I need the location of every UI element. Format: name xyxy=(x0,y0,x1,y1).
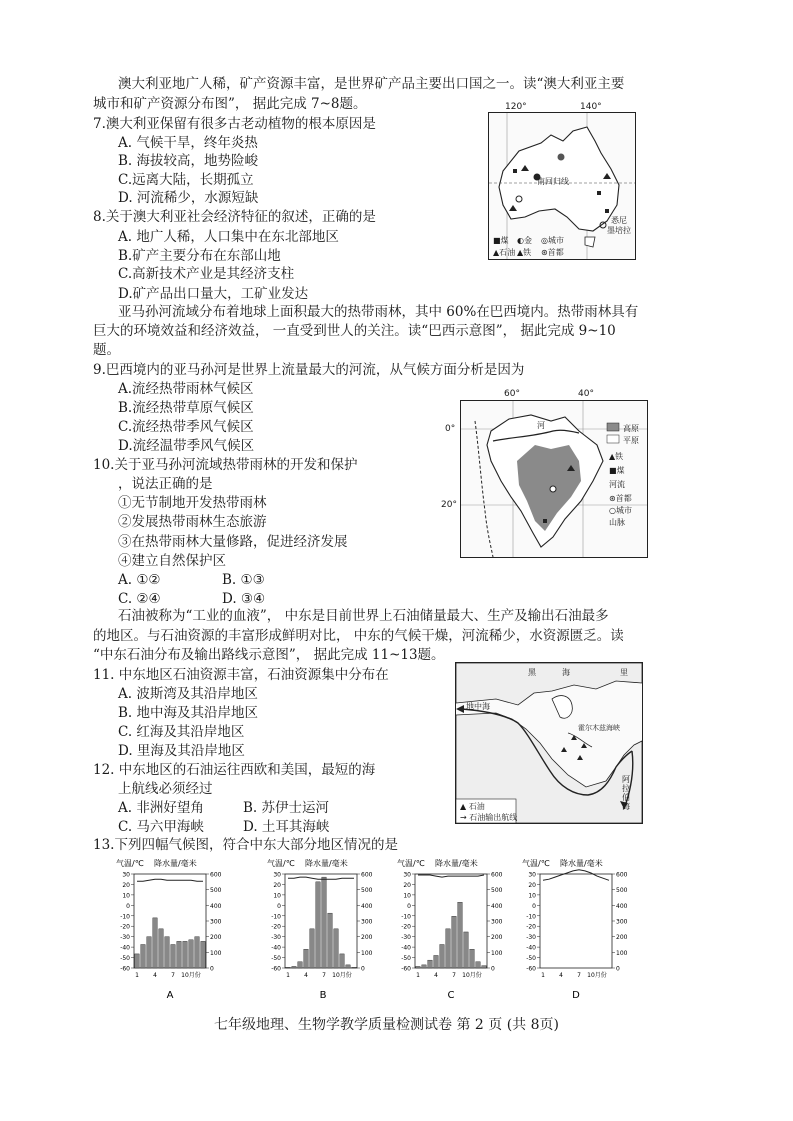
temp-line xyxy=(137,879,203,881)
legend-iron: ▲铁 xyxy=(609,452,624,461)
q9-option-c: C.流经热带季风气候区 xyxy=(118,419,254,435)
legend-plateau-box xyxy=(607,423,619,431)
tasmania-outline xyxy=(585,237,595,247)
precip-tick-label: 600 xyxy=(616,871,628,879)
climate-charts xyxy=(110,856,790,1016)
intro2-line1: 亚马孙河流域分布着地球上面积最大的热带雨林，其中 60%在巴西境内。热带雨林具有 xyxy=(118,304,639,320)
middle-east-map-svg xyxy=(456,663,642,823)
q12-option-a: A. 非洲好望角 xyxy=(118,800,204,816)
precip-tick-label: 300 xyxy=(491,918,503,926)
precip-tick-label: 500 xyxy=(361,887,373,895)
precip-bar xyxy=(147,937,151,968)
br-lat-0: 0° xyxy=(445,424,456,434)
precip-bar xyxy=(482,966,486,968)
month-tick-label: 4 xyxy=(434,972,438,979)
caspian-label: 里 xyxy=(620,668,628,677)
precip-tick-label: 400 xyxy=(491,902,503,910)
month-tick-label: 1 xyxy=(135,972,139,979)
q7-option-a: A. 气候干旱，终年炎热 xyxy=(118,135,258,151)
temp-tick-label: 30 xyxy=(403,871,411,879)
river-label: 河 xyxy=(537,421,545,430)
precip-bar xyxy=(141,945,145,969)
hormuz-label: 霍尔木兹海峡 xyxy=(578,724,620,732)
q12-option-d: D. 土耳其海峡 xyxy=(243,819,330,835)
precip-tick-label: 400 xyxy=(616,902,628,910)
br-lon-40: 40° xyxy=(578,389,594,399)
q8-option-a: A. 地广人稀，人口集中在东北部地区 xyxy=(118,229,339,245)
sydney-label: 悉尼 xyxy=(611,216,627,225)
intro3-line1: 石油被称为“工业的血液”， 中东是目前世界上石油储量最大、生产及输出石油最多 xyxy=(118,608,609,624)
precip-bar xyxy=(346,965,350,968)
month-tick-label: 4 xyxy=(559,972,563,979)
middle-east-map xyxy=(455,662,643,824)
q11-stem: 11. 中东地区石油资源丰富，石油资源集中分布在 xyxy=(93,667,389,683)
q12-option-b: B. 苏伊士运河 xyxy=(243,800,330,816)
temp-tick-label: -50 xyxy=(526,955,536,963)
month-tick-label: 4 xyxy=(304,972,308,979)
precip-bar xyxy=(322,877,326,968)
q8-stem: 8.关于澳大利亚社会经济特征的叙述，正确的是 xyxy=(93,209,376,225)
precip-bar xyxy=(183,941,187,968)
q7-option-d: D. 河流稀少，水源短缺 xyxy=(118,190,259,206)
gold-symbol xyxy=(558,154,565,161)
chart-label: A xyxy=(166,990,174,1001)
precip-bar xyxy=(159,929,163,968)
precip-tick-label: 300 xyxy=(361,918,373,926)
north-land xyxy=(456,663,642,705)
legend-capital: ⊛首都 xyxy=(609,494,632,503)
month-tick-label: 1 xyxy=(416,972,420,979)
intro2-line3: 题。 xyxy=(93,342,120,358)
au-lon-120: 120° xyxy=(505,102,527,112)
coal-symbol xyxy=(513,169,517,173)
br-lon-60: 60° xyxy=(504,389,520,399)
route-arrow xyxy=(456,705,464,713)
precip-tick-label: 100 xyxy=(361,949,373,957)
precip-bar xyxy=(340,954,344,968)
temp-tick-label: 20 xyxy=(273,881,281,889)
precip-bar xyxy=(464,932,468,968)
q10-item-4: ④建立自然保护区 xyxy=(118,553,226,569)
q10-item-2: ②发展热带雨林生态旅游 xyxy=(118,514,267,530)
temp-tick-label: -30 xyxy=(271,934,281,942)
temp-tick-label: -40 xyxy=(271,944,281,952)
precip-tick-label: 500 xyxy=(491,887,503,895)
q12-stem-2: 上航线必须经过 xyxy=(118,781,213,797)
br-lat-20: 20° xyxy=(441,500,457,510)
intro1-line2: 城市和矿产资源分布图”， 据此完成 7~8题。 xyxy=(93,96,367,112)
precip-bar xyxy=(440,945,444,969)
q10-stem-1: 10.关于亚马孙河流域热带雨林的开发和保护 xyxy=(93,457,358,473)
temp-tick-label: -10 xyxy=(271,913,281,921)
q8-option-d: D.矿产品出口量大，工矿业发达 xyxy=(118,286,309,302)
precip-bar xyxy=(352,967,356,968)
precip-bar xyxy=(446,929,450,968)
temp-tick-label: -30 xyxy=(120,934,130,942)
precip-bar xyxy=(177,941,181,968)
precip-bar xyxy=(316,882,320,968)
q11-option-c: C. 红海及其沿岸地区 xyxy=(118,724,245,740)
intro3-line2: 的地区。与石油资源的丰富形成鲜明对比， 中东的气候干燥，河流稀少，水资源匮乏。读 xyxy=(93,628,624,644)
caspian-sea xyxy=(552,696,572,719)
black-sea-label-2: 海 xyxy=(562,668,570,677)
chart-label: C xyxy=(447,990,455,1001)
precip-bar xyxy=(434,955,438,968)
legend-plain: 平原 xyxy=(623,436,639,445)
precip-tick-label: 100 xyxy=(616,949,628,957)
precip-tick-label: 400 xyxy=(361,902,373,910)
q10-option-a: A. ①② xyxy=(118,572,161,588)
precip-tick-label: 500 xyxy=(210,887,222,895)
legend-plateau: 高原 xyxy=(623,424,639,433)
temp-line xyxy=(288,877,354,879)
precip-bar xyxy=(165,937,169,968)
temp-line xyxy=(543,870,609,881)
q10-option-d: D. ③④ xyxy=(222,591,266,607)
precip-tick-label: 200 xyxy=(361,934,373,942)
temp-tick-label: 20 xyxy=(122,881,130,889)
plot-frame xyxy=(415,874,487,968)
q9-stem: 9.巴西境内的亚马孙河是世界上流量最大的河流，从气候方面分析是因为 xyxy=(93,362,525,378)
brazil-map xyxy=(460,400,648,558)
q12-option-c: C. 马六甲海峡 xyxy=(118,819,204,835)
q10-stem-2: ，说法正确的是 xyxy=(118,476,213,492)
temp-tick-label: 30 xyxy=(528,871,536,879)
tropic-label: 南回归线 xyxy=(537,177,569,186)
legend-coal: ■煤 xyxy=(493,236,509,245)
legend-oil: ▲石油 xyxy=(493,248,516,257)
legend-route: → 石油输出航线 xyxy=(460,813,518,822)
temp-tick-label: -10 xyxy=(401,913,411,921)
q10-item-3: ③在热带雨林大量修路，促进经济发展 xyxy=(118,534,348,550)
precip-tick-label: 100 xyxy=(210,949,222,957)
legend-city: ○城市 xyxy=(609,506,632,515)
intro1-line1: 澳大利亚地广人稀，矿产资源丰富，是世界矿产品主要出口国之一。读“澳大利亚主要 xyxy=(118,76,625,92)
q12-stem-1: 12. 中东地区的石油运往西欧和美国，最短的海 xyxy=(93,762,376,778)
temp-tick-label: -40 xyxy=(120,944,130,952)
temp-tick-label: -20 xyxy=(120,923,130,931)
legend-coal: ■煤 xyxy=(609,466,625,475)
precip-axis-title: 降水量/毫米 xyxy=(560,859,603,868)
precip-bar xyxy=(476,962,480,968)
temp-axis-title: 气温/℃ xyxy=(522,859,550,868)
precip-bar xyxy=(304,949,308,968)
precip-tick-label: 200 xyxy=(491,934,503,942)
temp-tick-label: 0 xyxy=(407,902,411,910)
temp-tick-label: -10 xyxy=(526,913,536,921)
precip-tick-label: 600 xyxy=(361,871,373,879)
month-tick-label: 7 xyxy=(171,972,175,979)
temp-tick-label: -50 xyxy=(271,955,281,963)
month-tick-label: 7 xyxy=(452,972,456,979)
q7-option-b: B. 海拔较高，地势险峻 xyxy=(118,153,259,169)
temp-axis-title: 气温/℃ xyxy=(267,859,295,868)
precip-bar xyxy=(328,913,332,968)
q10-option-b: B. ①③ xyxy=(222,572,265,588)
precip-bar xyxy=(428,960,432,968)
intro2-line2: 巨大的环境效益和经济效益， 一直受到世人的关注。读“巴西示意图”， 据此完成 9~10 xyxy=(93,323,616,339)
precip-tick-label: 200 xyxy=(210,934,222,942)
mediterranean-label: 地中海 xyxy=(466,702,490,711)
legend-city: ◎城市 xyxy=(541,236,564,245)
q13-stem: 13.下列四幅气候图，符合中东大部分地区情况的是 xyxy=(93,837,398,853)
precip-axis-title: 降水量/毫米 xyxy=(305,859,348,868)
temp-tick-label: 10 xyxy=(273,892,281,900)
temp-tick-label: -60 xyxy=(120,965,130,973)
temp-tick-label: -60 xyxy=(271,965,281,973)
temp-tick-label: -20 xyxy=(526,923,536,931)
q8-option-c: C.高新技术产业是其经济支柱 xyxy=(118,266,295,282)
temp-tick-label: 10 xyxy=(122,892,130,900)
plot-frame xyxy=(540,874,612,968)
month-tick-label: 10月份 xyxy=(332,972,352,979)
coal-symbol xyxy=(605,209,609,213)
precip-axis-title: 降水量/毫米 xyxy=(154,859,197,868)
coal-symbol xyxy=(597,191,601,195)
legend-river: 河流 xyxy=(609,480,625,489)
precip-bar xyxy=(416,966,420,968)
precip-tick-label: 300 xyxy=(616,918,628,926)
capital-label: 墨培拉 xyxy=(607,226,631,235)
q8-option-b: B.矿产主要分布在东部山地 xyxy=(118,248,281,264)
month-tick-label: 7 xyxy=(322,972,326,979)
precip-tick-label: 0 xyxy=(210,965,214,973)
precip-tick-label: 600 xyxy=(491,871,503,879)
intro3-line3: “中东石油分布及输出路线示意图”， 据此完成 11~13题。 xyxy=(93,647,445,663)
plot-frame xyxy=(285,874,357,968)
oil-symbol xyxy=(571,735,577,740)
q10-option-c: C. ②④ xyxy=(118,591,161,607)
temp-tick-label: -60 xyxy=(526,965,536,973)
temp-tick-label: 0 xyxy=(532,902,536,910)
precip-tick-label: 100 xyxy=(491,949,503,957)
temp-tick-label: 0 xyxy=(126,902,130,910)
oil-symbol xyxy=(561,747,567,752)
precip-bar xyxy=(334,929,338,968)
precip-bar xyxy=(422,965,426,968)
legend-mountain: 山脉 xyxy=(609,518,625,527)
temp-tick-label: -30 xyxy=(526,934,536,942)
temp-tick-label: -60 xyxy=(401,965,411,973)
australia-map xyxy=(488,112,636,260)
temp-tick-label: -20 xyxy=(401,923,411,931)
q10-item-1: ①无节制地开发热带雨林 xyxy=(118,495,267,511)
temp-tick-label: 30 xyxy=(273,871,281,879)
temp-tick-label: -40 xyxy=(401,944,411,952)
temp-tick-label: 10 xyxy=(403,892,411,900)
precip-tick-label: 500 xyxy=(616,887,628,895)
q9-option-b: B.流经热带草原气候区 xyxy=(118,400,254,416)
precip-bar xyxy=(201,941,205,968)
precip-tick-label: 600 xyxy=(210,871,222,879)
precip-bar xyxy=(195,937,199,968)
month-tick-label: 10月份 xyxy=(462,972,482,979)
q11-option-b: B. 地中海及其沿岸地区 xyxy=(118,705,259,721)
legend-oil: ▲ 石油 xyxy=(460,802,485,811)
temp-tick-label: -30 xyxy=(401,934,411,942)
month-tick-label: 7 xyxy=(577,972,581,979)
q9-option-d: D.流经温带季风气候区 xyxy=(118,438,255,454)
chart-label: B xyxy=(319,990,327,1001)
temp-tick-label: -50 xyxy=(401,955,411,963)
legend-capital: ⊛首都 xyxy=(541,248,564,257)
temp-line xyxy=(418,875,484,877)
precip-tick-label: 0 xyxy=(361,965,365,973)
temp-tick-label: -10 xyxy=(120,913,130,921)
oil-symbol xyxy=(577,755,583,760)
precip-bar xyxy=(171,945,175,969)
coal-symbol xyxy=(543,519,547,523)
precip-tick-label: 300 xyxy=(210,918,222,926)
temp-tick-label: 0 xyxy=(277,902,281,910)
chart-label: D xyxy=(572,990,580,1001)
precip-bar xyxy=(135,954,139,968)
capital-symbol xyxy=(550,486,556,492)
legend-gold: ◐金 xyxy=(517,236,532,245)
au-lon-140: 140° xyxy=(580,102,602,112)
precip-bar xyxy=(153,918,157,968)
legend-plain-box xyxy=(607,435,619,443)
precip-bar xyxy=(470,949,474,968)
page-footer: 七年级地理、生物学教学质量检测试卷 第 2 页 (共 8页) xyxy=(214,1017,559,1033)
black-sea-label: 黑 xyxy=(528,668,536,677)
precip-bar xyxy=(298,962,302,968)
precip-bar xyxy=(458,902,462,968)
temp-tick-label: -20 xyxy=(271,923,281,931)
temp-tick-label: 30 xyxy=(122,871,130,879)
temp-tick-label: 10 xyxy=(528,892,536,900)
temp-tick-label: 20 xyxy=(403,881,411,889)
precip-tick-label: 0 xyxy=(616,965,620,973)
precip-bar xyxy=(286,967,290,968)
legend-iron: ▲铁 xyxy=(517,248,532,257)
temp-tick-label: -40 xyxy=(526,944,536,952)
precip-tick-label: 0 xyxy=(491,965,495,973)
precip-bar xyxy=(452,916,456,968)
precip-tick-label: 400 xyxy=(210,902,222,910)
precip-tick-label: 200 xyxy=(616,934,628,942)
temp-tick-label: 20 xyxy=(528,881,536,889)
q7-stem: 7.澳大利亚保留有很多古老动植物的根本原因是 xyxy=(93,116,376,132)
q9-option-a: A.流经热带雨林气候区 xyxy=(118,381,254,397)
month-tick-label: 10月份 xyxy=(181,972,201,979)
q7-option-c: C.远离大陆，长期孤立 xyxy=(118,172,254,188)
month-tick-label: 1 xyxy=(541,972,545,979)
arabian-sea-label: 阿拉伯海 xyxy=(622,775,630,811)
month-tick-label: 1 xyxy=(286,972,290,979)
precip-bar xyxy=(189,940,193,968)
q11-option-a: A. 波斯湾及其沿岸地区 xyxy=(118,686,258,702)
precip-bar xyxy=(292,966,296,968)
precip-bar xyxy=(310,929,314,968)
q11-option-d: D. 里海及其沿岸地区 xyxy=(118,743,245,759)
temp-axis-title: 气温/℃ xyxy=(397,859,425,868)
month-tick-label: 10月份 xyxy=(587,972,607,979)
month-tick-label: 4 xyxy=(153,972,157,979)
temp-tick-label: -50 xyxy=(120,955,130,963)
precip-axis-title: 降水量/毫米 xyxy=(435,859,478,868)
temp-axis-title: 气温/℃ xyxy=(116,859,144,868)
